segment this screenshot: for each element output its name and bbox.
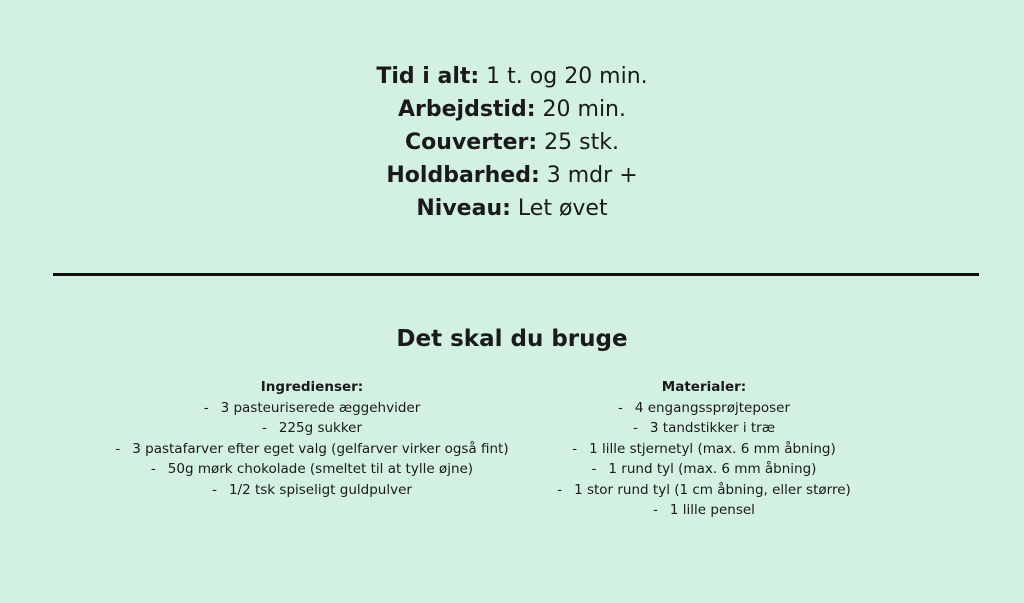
item-text: 225g sukker <box>278 420 363 436</box>
bullet: - <box>212 481 217 498</box>
meta-shelf-life <box>0 159 1024 192</box>
item-text: 50g mørk chokolade (smeltet til at tylle øjne) <box>167 461 474 477</box>
bullet: - <box>115 440 121 457</box>
bullet: - <box>617 399 623 416</box>
list-item <box>105 459 519 480</box>
bullet: - <box>633 420 638 436</box>
list-item <box>105 480 519 501</box>
item-text: 1 stor rund tyl (1 cm åbning, eller større) <box>574 481 851 498</box>
section-title: Det skal du bruge <box>396 326 628 352</box>
meta-label: Tid i alt: <box>376 64 480 89</box>
item-text: 1 rund tyl (max. 6 mm åbning) <box>608 461 817 477</box>
item-text: 3 pasteuriserede æggehvider <box>220 399 421 416</box>
bullet: - <box>150 461 156 477</box>
meta-value: 20 min. <box>542 97 626 122</box>
list-item <box>534 480 874 501</box>
item-text: 1 lille pensel <box>669 502 755 518</box>
meta-label: Arbejdstid: <box>397 97 536 122</box>
meta-label: Holdbarhed: <box>386 163 540 188</box>
list-item <box>534 418 874 439</box>
list-item <box>105 418 519 439</box>
list-item <box>534 439 874 460</box>
meta-level <box>0 192 1024 225</box>
bullet: - <box>557 481 563 498</box>
bullet: - <box>261 420 267 436</box>
divider-line <box>53 273 979 276</box>
meta-value: 1 t. og 20 min. <box>486 64 648 89</box>
meta-value: 25 stk. <box>544 130 619 155</box>
meta-label: Niveau: <box>416 196 511 221</box>
list-item <box>534 500 874 521</box>
item-text: 3 tandstikker i træ <box>649 420 775 436</box>
recipe-meta <box>0 60 1024 225</box>
bullet: - <box>591 461 597 477</box>
meta-value: 3 mdr + <box>546 163 638 188</box>
ingredients-list <box>105 377 519 500</box>
meta-value: Let øvet <box>517 196 608 221</box>
item-text: 3 pastafarver efter eget valg (gelfarver virker også fint) <box>132 440 509 457</box>
meta-work-time <box>0 93 1024 126</box>
bullet: - <box>572 440 578 457</box>
meta-servings <box>0 126 1024 159</box>
materials-list <box>534 377 874 521</box>
item-text: 1/2 tsk spiseligt guldpulver <box>228 481 412 498</box>
list-item <box>534 459 874 480</box>
list-item <box>105 439 519 460</box>
meta-label: Couverter: <box>405 130 538 155</box>
item-text: 4 engangssprøjteposer <box>634 399 791 416</box>
materials-heading: Materialer: <box>661 379 747 395</box>
item-text: 1 lille stjernetyl (max. 6 mm åbning) <box>589 440 836 457</box>
meta-total-time <box>0 60 1024 93</box>
bullet: - <box>653 502 658 518</box>
ingredients-heading: Ingredienser: <box>260 379 364 395</box>
bullet: - <box>203 399 209 416</box>
list-item <box>534 398 874 419</box>
list-item <box>105 398 519 419</box>
